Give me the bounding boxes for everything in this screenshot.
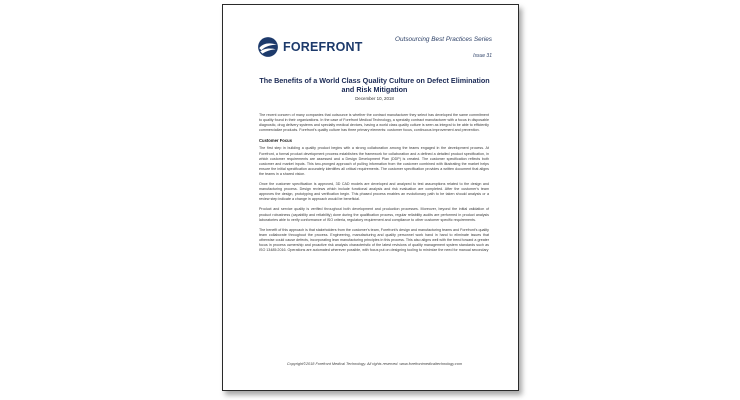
body-paragraph: Once the customer specification is approved, 3D CAD models are developed and analyzed to test assumptions related to the design and manufacturing process. Design reviews which include functional analysis and risk evaluation are completed. After the customer’s team approves the design, prototyping and verification begin. This phased process enables an evolutionary path to be taken should analysis or a review step indicate a change in approach would be beneficial. xyxy=(259,182,489,202)
forefront-logo-icon xyxy=(257,36,279,58)
document-body xyxy=(259,113,489,258)
document-date: December 10, 2018 xyxy=(355,96,394,101)
section-heading: Customer Focus xyxy=(259,138,293,144)
document-title: The Benefits of a World Class Quality Culture on Defect Elimination and Risk Mitigation xyxy=(259,76,490,94)
document-footer: Copyright©2018 Forefront Medical Technology. All rights reserved. www.forefrontmedicaltechnology.com xyxy=(286,362,463,366)
brand-name: FOREFRONT xyxy=(283,40,363,54)
document-header xyxy=(257,31,492,65)
issue-label: Issue 31 xyxy=(473,53,492,59)
body-paragraph: The benefit of this approach is that stakeholders from the customer’s team, Forefront’s design and manufacturing teams and Forefront’s quality team collaborate throughout the process. Engineering, manufacturing and quality personnel work hand in hand to eliminate issues that otherwise could cause defects, incorporating lean manufacturing principles in this process. This also aligns well with the trend toward a greater focus in process ownership and proactive risk analysis characteristic of the latest revisions of quality management system standards such as ISO 13485:2016. Operations are automated wherever possible, with focus put on designing tooling to minimize the need for manual secondary xyxy=(259,227,489,253)
series-label: Outsourcing Best Practices Series xyxy=(395,36,492,43)
body-paragraph: Product and service quality is verified throughout both development and production processes. Moreover, beyond the initial validation of product robustness (capability and reliability) done during the qualification process, regular reliability audits are performed in product analysis laboratories able to verify conformance of ISO criteria, regulatory requirement and compliance to other customer specific requirements. xyxy=(259,207,489,222)
document-page xyxy=(222,4,519,391)
body-paragraph: The first step in building a quality product begins with a strong collaboration among the teams engaged in the development process. At Forefront, a formal product development process establishes the framework for collaboration and a defined a detailed product specification, in which customer requirements are assessed and a Design Development Plan (DDP) is created. The customer specification reflects both customer and market inputs. This two-pronged approach of pulling information from the customer combined with illustrating the market helps ensure the initial specification accurately identifies all critical requirements. The customer specification provides a written document that aligns the teams in a shared vision. xyxy=(259,146,489,176)
brand-logo xyxy=(257,34,363,60)
intro-paragraph: The recent concern of many companies that outsource is whether the contract manufacturer they select has developed the same commitment to quality found in their organizations. In the case of Forefront Medical Technology, a specialty contract manufacturer with a focus in disposable diagnostic, drug delivery systems and specialty medical devices, having a world class quality culture is seen as integral to be able to efficiently commercialize products. Forefront’s quality culture has three primary elements: customer focus, continuous improvement and prevention. xyxy=(259,113,489,133)
